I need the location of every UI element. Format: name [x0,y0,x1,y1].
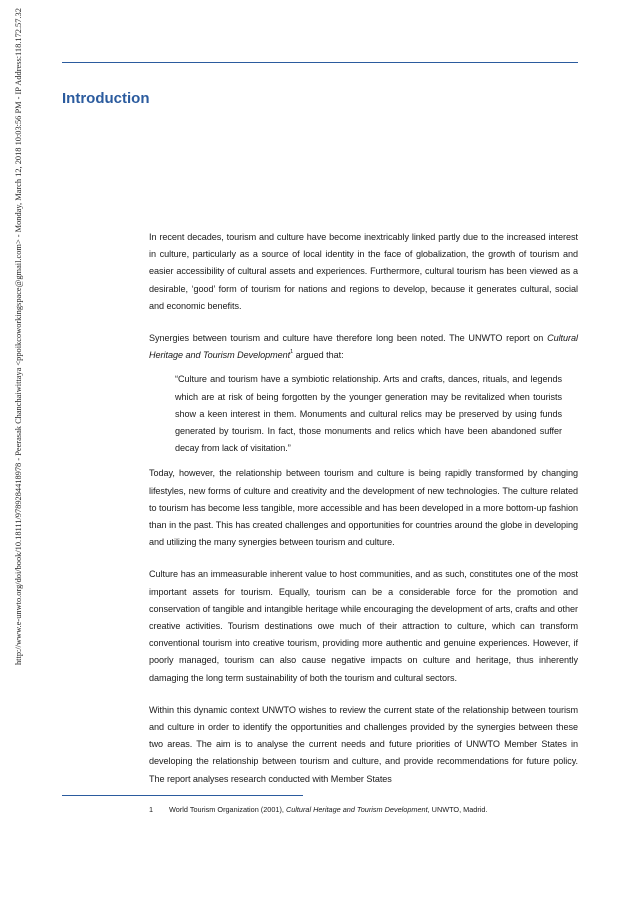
paragraph-synergies [149,330,578,364]
footnote [149,805,488,815]
footnote-rule [62,795,303,796]
footnote-reference: 1 [290,349,294,356]
paragraph-intro: In recent decades, tourism and culture have become inextricably linked partly due to the increased interest in culture, particularly as a source of local identity in the face of globalization, the growth of tourism and easier accessibility of cultural assets and experiences. Furthermore, cultural tourism has been viewed as a desirable, ‘good’ form of tourism for nations and regions to develop, because it generates cultural, social and economic benefits. [149,232,578,311]
footnote-lead: World Tourism Organization (2001), [169,805,286,814]
paragraph-synergies-lead: Synergies between tourism and culture have therefore long been noted. The UNWTO report on [149,333,548,344]
footnote-italic-title: Cultural Heritage and Tourism Development [285,805,428,814]
cited-report-title: Cultural Heritage and Tourism Development [149,333,578,361]
footnote-tail: , UNWTO, Madrid. [427,805,488,814]
paragraph-synergies-tail: argued that: [293,350,344,361]
footnote-number: 1 [149,805,154,814]
block-quote: “Culture and tourism have a symbiotic relationship. Arts and crafts, dances, rituals, and legends which are at risk of being forgotten by the younger generation may be revitalized when tourists show a keen interest in them. Monuments and cultural relics may be preserved by using funds generated by tourism. In fact, those monuments and relics which have been abandoned suffer decay from lack of visitation.” [175,374,562,454]
page-title: Introduction [62,90,150,107]
paragraph-culture-value: Culture has an immeasurable inherent value to host communities, and as such, constitutes one of the most important assets for tourism. Equally, tourism can be a considerable force for the promotion and conservation of tangible and intangible heritage while encouraging the development of arts, crafts and other creative activities. Tourism destinations owe much of their attraction to culture, which can transform conventional tourism into creative tourism, providing more authentic and genuine experiences. However, if poorly managed, tourism can also cause negative impacts on culture and heritage, thus inherently damaging the long term sustainability of both the tourism and cultural sectors. [149,569,578,683]
body-text [149,229,578,803]
download-stamp: http://www.e-unwto.org/doi/book/10.18111/9789284418978 - Peerasak Chanchaiwittaya <ppoikcoworkingspace@gmail.com> - Monday, March 12, 2018 10:03:56 PM - IP Address:118.172.57.32 [14,8,23,665]
paragraph-context: Within this dynamic context UNWTO wishes to review the current state of the relationship between tourism and culture in order to identify the opportunities and challenges provided by the synergies between these two areas. The aim is to analyse the current needs and future priorities of UNWTO Member States in developing the relationship between tourism and culture, and provide recommendations for future policy. The report analyses research conducted with Member States [149,704,578,784]
paragraph-transformation: Today, however, the relationship between tourism and culture is being rapidly transformed by changing lifestyles, new forms of culture and creativity and the development of new technologies. The culture related to tourism has become less tangible, more accessible and has been developed in a more bottom-up fashion than in the past. This has created challenges and opportunities for countries around the globe in developing and utilizing the many synergies between tourism and culture. [149,468,578,548]
header-rule [62,62,578,63]
